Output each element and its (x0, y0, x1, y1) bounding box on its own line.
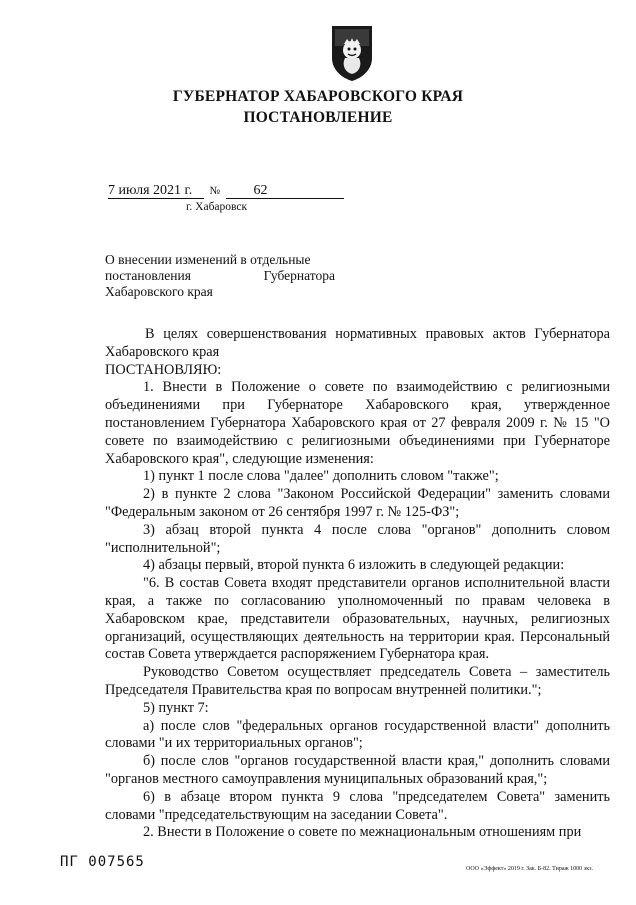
quoted-clause-6-paragraph: "6. В состав Совета входят представители органов исполнительной власти края, а также по согласованию уполномоченный по правам человека в Хабаровском крае, представители образовательных, научных, религиозных организаций, осуществляющих деятельность на территории края. Персональный состав Совета утверждается распоряжением Губернатора края. (105, 575, 610, 663)
document-subject (105, 252, 335, 300)
clause-2-paragraph: 2. Внести в Положение о совете по межнациональным отношениям при (143, 824, 582, 841)
subject-line-1: О внесении изменений в отдельные (105, 252, 311, 267)
item-5a-paragraph: а) после слов "федеральных органов государственной власти" дополнить словами "и их территориальных органов"; (105, 717, 610, 752)
item-3-paragraph: 3) абзац второй пункта 4 после слова "органов" дополнить словом "исполнительной"; (105, 521, 610, 556)
item-6-paragraph: 6) в абзаце втором пункта 9 слова "председателем Совета" заменить словами "председательствующим на заседании Совета". (105, 788, 610, 823)
item-5-paragraph: 5) пункт 7: (143, 699, 209, 716)
item-5b-paragraph: б) после слов "органов государственной власти края," дополнить словами "органов местного самоуправления муниципальных образований края,"; (105, 753, 610, 787)
subject-line-2b: Губернатора (263, 268, 335, 283)
item-4-paragraph: 4) абзацы первый, второй пункта 6 изложить в следующей редакции: (143, 557, 565, 574)
khabarovsk-krai-coat-of-arms-icon (328, 24, 376, 82)
form-code: ПГ 007565 (60, 854, 145, 870)
number-sign: № (209, 185, 220, 197)
subject-line-2a: постановления (105, 268, 191, 283)
issuer-title: ГУБЕРНАТОР ХАБАРОВСКОГО КРАЯ (172, 88, 464, 105)
item-1-paragraph: 1) пункт 1 после слова "далее" дополнить словом "также"; (143, 468, 499, 485)
date-number-line (108, 183, 344, 199)
document-body (105, 326, 610, 842)
document-date: 7 июля 2021 г. (108, 183, 204, 199)
subject-line-3: Хабаровского края (105, 284, 213, 299)
printer-imprint: ООО «Эффект» 2019 г. Зак. Б-82. Тираж 1000 экз. (466, 866, 593, 872)
document-number: 62 (226, 183, 344, 199)
clause-1-paragraph: 1. Внести в Положение о совете по взаимодействию с религиозными объединениями при Губернаторе Хабаровского края, утвержденное постановлением Губернатора Хабаровского края от 27 февраля 2009 г. № 15 "О совете по взаимодействию с религиозными объединениями при Губернаторе Хабаровского края", следующие изменения: (105, 379, 610, 467)
decree-word: ПОСТАНОВЛЯЮ: (105, 361, 222, 378)
document-type: ПОСТАНОВЛЕНИЕ (243, 109, 393, 126)
item-2-paragraph: 2) в пункте 2 слова "Законом Российской Федерации" заменить словами "Федеральным законом от 26 сентября 1997 г. № 125-ФЗ"; (105, 486, 610, 520)
preamble-paragraph: В целях совершенствования нормативных правовых актов Губернатора Хабаровского края (105, 326, 610, 360)
subject-line-2 (105, 268, 335, 284)
city: г. Хабаровск (186, 201, 248, 213)
quoted-leadership-paragraph: Руководство Советом осуществляет председатель Совета – заместитель Председателя Правительства края по вопросам внутренней политики."; (105, 664, 610, 698)
